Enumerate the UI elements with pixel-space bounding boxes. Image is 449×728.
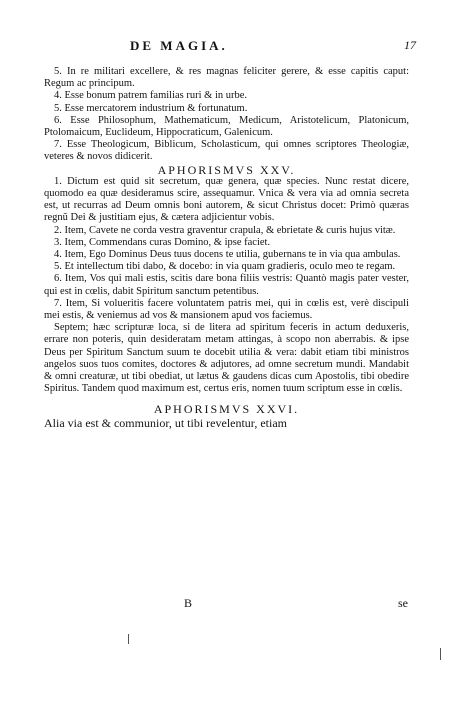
paragraph: 4. Esse bonum patrem familias ruri & in urbe.	[54, 90, 248, 102]
ink-mark	[440, 648, 441, 660]
page-footer	[0, 596, 449, 612]
paragraph: 5. Et intellectum tibi dabo, & docebo: in via quam gradieris, oculo meo te regam.	[54, 261, 396, 273]
paragraph: 5. Esse mercatorem industrium & fortunatum.	[54, 102, 248, 114]
signature-mark: B	[184, 596, 193, 610]
paragraph: 2. Item, Cavete ne corda vestra graventur crapula, & ebrietate & curis hujus vitæ.	[54, 224, 396, 236]
paragraph: 6. Esse Philosophum, Mathematicum, Medicum, Aristotelicum, Platonicum, Ptolomaicum, Euclideum, Hippocraticum, Galenicum.	[44, 114, 409, 139]
paragraph: Septem; hæc scripturæ loca, si de litera ad spiritum feceris in actum deduxeris, errare non poteris, quin desideratam metam attingas, à scopo non aberrabis. & ipse Deus per Spiritum Sanctum suum te docebit utilia & vera: dabit etiam tibi ministros angelos suos tuos comites, doctores & adjutores, ad omne secretum mundi. Mandabit & omni creaturæ, ut tibi obediat, ut lætus & gaudens dicas cum Apostolis, tibi obedire Spiritus. Tandem quod maximum est, certus eris, nomen tuum scriptum esse in cœlis.	[44, 322, 409, 395]
running-head: DE MAGIA.	[130, 38, 228, 53]
page-header	[0, 38, 449, 56]
paragraph: 1. Dictum est quid sit secretum, quæ genera, quæ species. Nunc restat dicere, quomodo ea quæ desideramus scire, assequamur. Vnica & vera via ad omnia secreta est, ut recurras ad Deum omnis boni autorem, & sicut Christus docet: Primò quæras regnũ Dei & justitiam ejus, & cætera adjicientur vobis.	[44, 175, 409, 224]
paragraph-start: Alia via est & communior, ut tibi revelentur, etiam	[44, 415, 287, 430]
paragraph: 5. In re militari excellere, & res magnas feliciter gerere, & esse capitis caput: Regum ac principum.	[44, 66, 409, 90]
paragraph: 3. Item, Commendans curas Domino, & ipse faciet.	[54, 236, 271, 248]
page-number: 17	[404, 38, 416, 52]
paragraph: 7. Item, Si volueritis facere voluntatem patris mei, qui in cœlis est, verè discipuli mei estis, & veniemus ad vos & mansionem apud vos faciemus.	[44, 297, 409, 322]
section-heading: APHORISMVS XXVI.	[153, 402, 300, 417]
ink-mark	[128, 634, 129, 644]
catchword: se	[398, 596, 408, 610]
paragraph: 7. Esse Theologicum, Biblicum, Scholasticum, qui omnes scriptores Theologiæ, veteres & novos didicerit.	[44, 139, 409, 163]
paragraph: 6. Item, Vos qui mali estis, scitis dare bona filiis vestris: Quantò magis pater vester, qui est in cœlis, dabit Spiritum sanctum petentibus.	[44, 273, 409, 297]
paragraph: 4. Item, Ego Dominus Deus tuus docens te utilia, gubernans te in via qua ambulas.	[54, 249, 401, 261]
section-heading: APHORISMVS XXV.	[157, 162, 296, 177]
page-body	[44, 66, 409, 430]
